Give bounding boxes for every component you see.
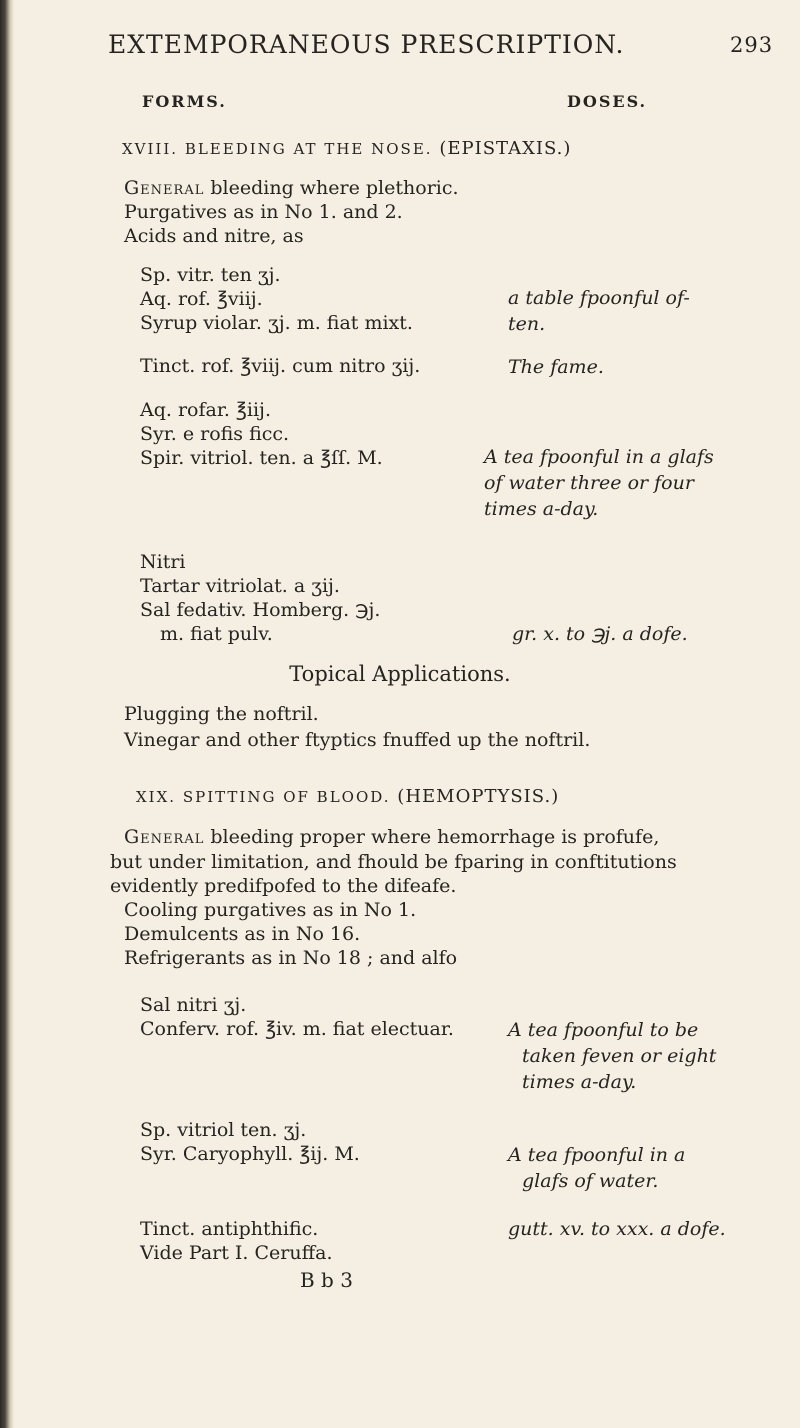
recipe-line: Tinct. antiphthific. <box>140 1218 319 1240</box>
dose-line: taken feven or eight <box>522 1045 717 1067</box>
recipe-line: Sal nitri ʒj. <box>140 994 247 1016</box>
dose-line: times a-day. <box>484 498 599 520</box>
intro-rest: bleeding where plethoric. <box>204 177 459 199</box>
recipe-line: Conferv. rof. ℥iv. m. fiat electuar. <box>140 1018 454 1040</box>
recipe-line: Vide Part I. Ceruffa. <box>140 1242 333 1264</box>
running-title: EXTEMPORANEOUS PRESCRIPTION. <box>108 30 625 59</box>
recipe-line: Sp. vitr. ten ʒj. <box>140 264 281 286</box>
section-18-heading <box>122 138 571 159</box>
recipe-line: Tinct. rof. ℥viij. cum nitro ʒij. <box>140 355 421 377</box>
recipe-line: Aq. rofar. ℥iij. <box>140 399 271 421</box>
dose-line: A tea fpoonful to be <box>508 1019 699 1041</box>
dose-line: gutt. xv. to xxx. a dofe. <box>508 1218 726 1240</box>
dose-line: A tea fpoonful in a glafs <box>484 446 714 468</box>
recipe-line: Nitri <box>140 551 186 573</box>
recipe-line: Aq. rof. ℥viij. <box>140 288 263 310</box>
section-19-intro <box>124 825 659 849</box>
column-heading-doses: DOSES. <box>567 92 648 111</box>
recipe-line: Sp. vitriol ten. ʒj. <box>140 1119 307 1141</box>
section-19-line: Demulcents as in No 16. <box>124 923 361 945</box>
page-number: 293 <box>730 33 774 57</box>
topical-applications-heading: Topical Applications. <box>289 662 511 686</box>
intro-small-caps: General <box>124 177 205 199</box>
dose-line: A tea fpoonful in a <box>508 1144 686 1166</box>
dose-line: of water three or four <box>484 472 694 494</box>
page-binding-edge <box>0 0 14 1428</box>
section-18-title: XVIII. BLEEDING AT THE NOSE. <box>122 140 433 158</box>
recipe-line: Syr. e rofis ficc. <box>140 423 290 445</box>
section-19-line: evidently predifpofed to the difeafe. <box>110 875 457 897</box>
section-19-line: Cooling purgatives as in No 1. <box>124 899 417 921</box>
recipe-line: Sal fedativ. Homberg. ℈j. <box>140 599 381 621</box>
recipe-line: Tartar vitriolat. a ʒij. <box>140 575 340 597</box>
topical-line: Plugging the noftril. <box>124 703 319 725</box>
intro-rest: bleeding proper where hemorrhage is profufe, <box>204 826 660 848</box>
section-18-line: Purgatives as in No 1. and 2. <box>124 201 403 223</box>
section-19-heading <box>136 786 559 807</box>
column-heading-forms: FORMS. <box>142 92 227 111</box>
dose-line: a table fpoonful of- <box>508 287 690 309</box>
section-19-line: but under limitation, and fhould be fparing in conftitutions <box>110 851 677 873</box>
recipe-line: Syrup violar. ʒj. m. fiat mixt. <box>140 312 413 334</box>
dose-line: times a-day. <box>522 1071 637 1093</box>
intro-small-caps: General <box>124 826 205 848</box>
recipe-line: Spir. vitriol. ten. a ℥ſſ. M. <box>140 447 383 469</box>
section-19-line: Refrigerants as in No 18 ; and alfo <box>124 947 458 969</box>
topical-line: Vinegar and other ftyptics fnuffed up the noftril. <box>124 729 591 751</box>
recipe-line: Syr. Caryophyll. ℥ij. M. <box>140 1143 360 1165</box>
recipe-line: m. fiat pulv. <box>160 623 273 645</box>
dose-line: The fame. <box>508 356 604 378</box>
signature-mark: B b 3 <box>300 1268 353 1292</box>
section-18-latin: (EPISTAXIS.) <box>439 138 572 159</box>
section-18-line: Acids and nitre, as <box>124 225 304 247</box>
dose-line: ten. <box>508 313 546 335</box>
section-18-intro <box>124 176 459 200</box>
dose-line: gr. x. to ℈j. a dofe. <box>512 623 688 645</box>
section-19-latin: (HEMOPTYSIS.) <box>397 786 560 807</box>
dose-line: glafs of water. <box>522 1170 659 1192</box>
section-19-title: XIX. SPITTING OF BLOOD. <box>136 788 391 806</box>
